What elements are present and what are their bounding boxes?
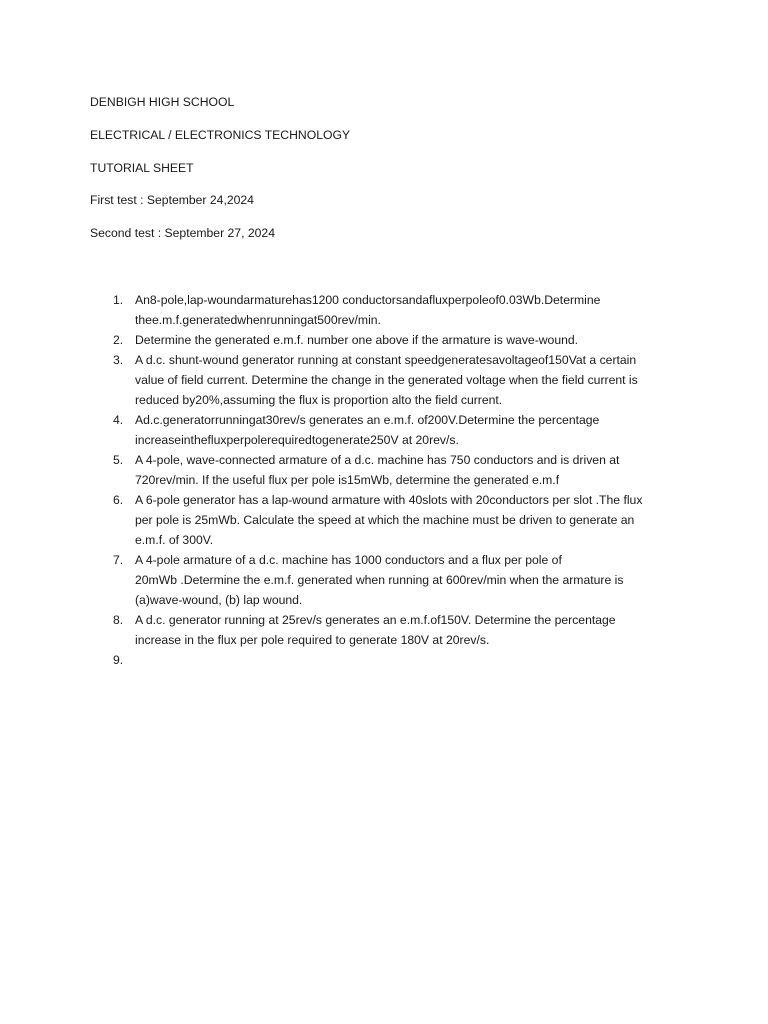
question-item: [100, 330, 680, 350]
question-text-line: A d.c. generator running at 25rev/s generates an e.m.f.of150V. Determine the percentage: [135, 613, 616, 627]
question-text-line: reduced by20%,assuming the flux is proportion alto the field current.: [135, 393, 503, 407]
question-text-line: (a)wave-wound, (b) lap wound.: [135, 593, 303, 607]
question-text: [135, 290, 680, 330]
subject-title: ELECTRICAL / ELECTRONICS TECHNOLOGY: [90, 127, 351, 142]
question-number: 5.: [113, 453, 124, 467]
second-test-date: Second test : September 27, 2024: [90, 226, 275, 241]
question-number: 3.: [113, 353, 124, 367]
question-list: [100, 290, 680, 670]
question-item: [100, 650, 680, 670]
question-text-line: value of field current. Determine the change in the generated voltage when the field current is: [135, 373, 638, 387]
question-text-line: e.m.f. of 300V.: [135, 533, 214, 547]
question-text-line: A 6-pole generator has a lap-wound armature with 40slots with 20conductors per slot .The flux: [135, 493, 643, 507]
question-text-line: Ad.c.generatorrunningat30rev/s generates an e.m.f. of200V.Determine the percentage: [135, 413, 600, 427]
question-text-line: 720rev/min. If the useful flux per pole is15mWb, determine the generated e.m.f: [135, 473, 560, 487]
question-text: [135, 350, 680, 410]
question-text: [135, 330, 680, 350]
question-text-line: A 4-pole, wave-connected armature of a d.c. machine has 750 conductors and is driven at: [135, 453, 620, 467]
question-text: [135, 490, 680, 550]
question-number: 7.: [113, 553, 124, 567]
question-text-line: increaseinthefluxperpolerequiredtogenerate250V at 20rev/s.: [135, 433, 459, 447]
question-text-line: A d.c. shunt-wound generator running at constant speedgeneratesavoltageof150Vat a certain: [135, 353, 637, 367]
question-text-line: increase in the flux per pole required to generate 180V at 20rev/s.: [135, 633, 490, 647]
question-item: [100, 290, 680, 330]
question-text: [135, 550, 680, 610]
question-number: 8.: [113, 613, 124, 627]
question-text: [135, 610, 680, 650]
question-text-line: An8-pole,lap-woundarmaturehas1200 conductorsandafluxperpoleof0.03Wb.Determine: [135, 293, 601, 307]
question-text-line: A 4-pole armature of a d.c. machine has 1000 conductors and a flux per pole of: [135, 553, 562, 567]
question-number: 1.: [113, 293, 124, 307]
question-text-line: thee.m.f.generatedwhenrunningat500rev/min.: [135, 313, 381, 327]
question-number: 6.: [113, 493, 124, 507]
question-text-line: Determine the generated e.m.f. number one above if the armature is wave-wound.: [135, 333, 579, 347]
question-text: [135, 410, 680, 450]
question-number: 2.: [113, 333, 124, 347]
question-number: 9.: [113, 653, 124, 667]
question-item: [100, 610, 680, 650]
question-text: [135, 450, 680, 490]
question-text-line: per pole is 25mWb. Calculate the speed at which the machine must be driven to generate an: [135, 513, 635, 527]
first-test-date: First test : September 24,2024: [90, 193, 254, 208]
question-item: [100, 550, 680, 610]
question-number: 4.: [113, 413, 124, 427]
question-item: [100, 350, 680, 410]
school-name: DENBIGH HIGH SCHOOL: [90, 95, 235, 109]
question-item: [100, 490, 680, 550]
sheet-title: TUTORIAL SHEET: [90, 160, 194, 175]
question-text: [135, 650, 680, 670]
question-text-line: 20mWb .Determine the e.m.f. generated when running at 600rev/min when the armature is: [135, 573, 624, 587]
question-item: [100, 410, 680, 450]
question-item: [100, 450, 680, 490]
document-header: [90, 94, 690, 258]
